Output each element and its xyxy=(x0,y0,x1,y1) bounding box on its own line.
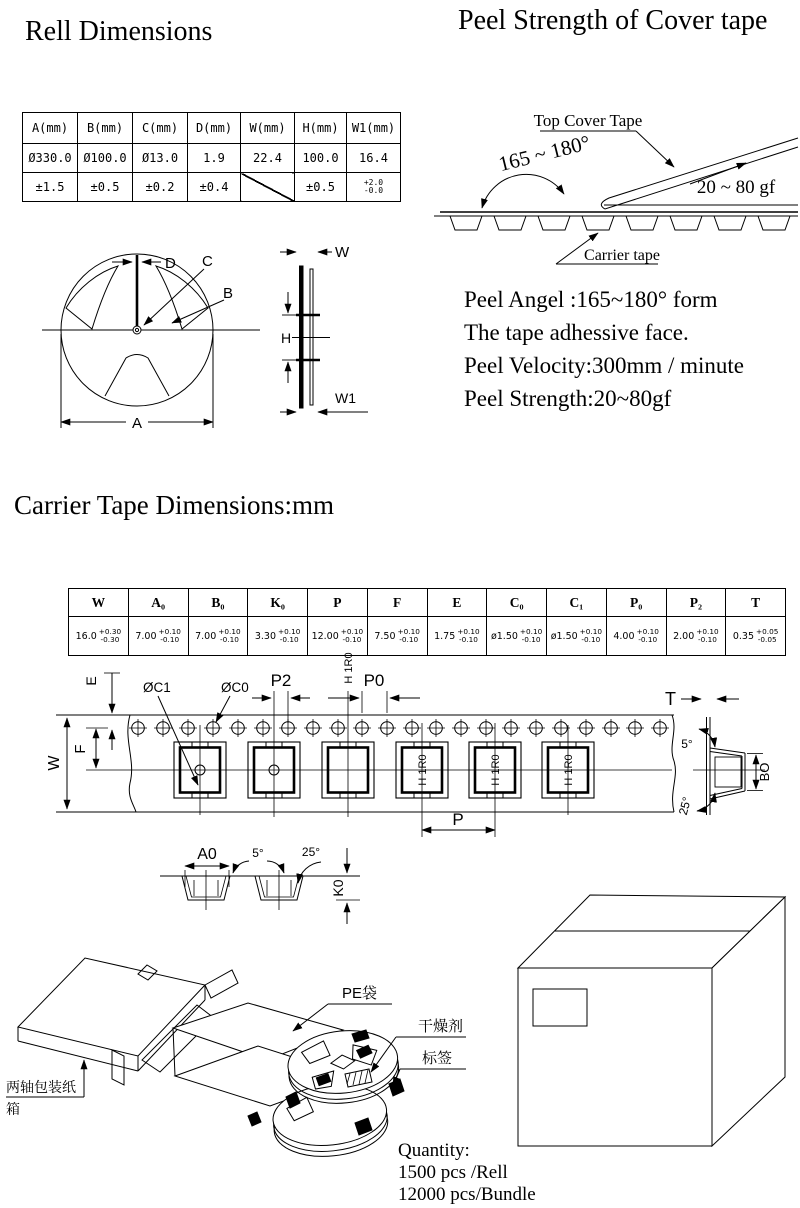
top-cover-tape-label: Top Cover Tape xyxy=(533,111,643,130)
dim-label-c: C xyxy=(202,253,213,270)
carton-label-line2: 箱 xyxy=(6,1101,20,1117)
dim-label-k0: K0 xyxy=(330,879,346,897)
cell: ø1.50 +0.10 -0.10 xyxy=(487,617,547,656)
dim-label-t: T xyxy=(665,689,676,709)
cell: 0.35 +0.05 -0.05 xyxy=(726,617,786,656)
dim-label-e: E xyxy=(83,676,99,686)
reel-section-title: Rell Dimensions xyxy=(25,16,213,47)
cell: ±0.5 xyxy=(295,173,347,202)
pocket-profile-diagram xyxy=(655,665,800,830)
component-marking: H 1R0 xyxy=(343,652,355,684)
reel-side-view-diagram xyxy=(278,236,403,438)
pe-bag-label: PE袋 xyxy=(342,985,378,1002)
col-header: B(mm) xyxy=(78,113,133,144)
reel-dimensions-table xyxy=(22,112,401,202)
col-header: C(mm) xyxy=(133,113,188,144)
dim-label-w1: W1 xyxy=(335,390,356,406)
cell: 100.0 xyxy=(295,144,347,173)
col-header: F xyxy=(367,589,427,617)
col-header: B₀ xyxy=(188,589,248,617)
carrier-tape-label: Carrier tape xyxy=(584,247,660,264)
dim-label-c1: ØC1 xyxy=(143,680,171,695)
cell: ±0.4 xyxy=(188,173,241,202)
dim-label-b0: BO xyxy=(757,762,772,782)
cell: 4.00 +0.10 -0.10 xyxy=(606,617,666,656)
col-header: D(mm) xyxy=(188,113,241,144)
peel-note-line: The tape adhessive face. xyxy=(464,320,689,345)
cell: ø1.50 +0.10 -0.10 xyxy=(547,617,607,656)
peel-note-line: Peel Angel :165~180° form xyxy=(464,287,718,312)
col-header: H(mm) xyxy=(295,113,347,144)
cell: 1.9 xyxy=(188,144,241,173)
dim-label-p0: P0 xyxy=(363,671,385,690)
cell: 22.4 xyxy=(241,144,295,173)
peel-force-label: 20 ~ 80 gf xyxy=(696,177,776,198)
cell: 1.75 +0.10 -0.10 xyxy=(427,617,487,656)
w1-tolerance-stack: +2.0 -0.0 xyxy=(363,177,384,195)
angle-label-25: 25° xyxy=(301,845,321,859)
dim-label-p: P xyxy=(452,810,464,829)
reel-table-value-row xyxy=(23,144,401,173)
cell: Ø13.0 xyxy=(133,144,188,173)
quantity-title: Quantity: xyxy=(398,1140,470,1161)
dim-label-w: W xyxy=(335,244,350,261)
component-marking: H 1R0 xyxy=(490,754,502,786)
dim-label-c0: ØC0 xyxy=(221,680,249,695)
dim-label-a0: A0 xyxy=(197,846,217,863)
dim-label-b: B xyxy=(223,285,234,302)
cell: Ø100.0 xyxy=(78,144,133,173)
angle-label-5: 5° xyxy=(681,737,693,751)
col-header: K₀ xyxy=(248,589,308,617)
carton-label-line1: 两轴包装纸 xyxy=(6,1079,76,1095)
cell: 12.00 +0.10 -0.10 xyxy=(308,617,368,656)
col-header: C₁ xyxy=(547,589,607,617)
col-header: C₀ xyxy=(487,589,547,617)
dim-label-p2: P2 xyxy=(270,671,292,690)
reel-front-view-diagram xyxy=(28,238,283,443)
dim-label-d: D xyxy=(165,255,176,272)
dim-label-a: A xyxy=(131,415,143,432)
quantity-per-reel: 1500 pcs /Rell xyxy=(398,1162,508,1183)
col-header: W(mm) xyxy=(241,113,295,144)
cell: 16.0 +0.30 -0.30 xyxy=(69,617,129,656)
cell: 3.30 +0.10 -0.10 xyxy=(248,617,308,656)
sprocket-holes xyxy=(129,719,669,737)
cell: 7.00 +0.10 -0.10 xyxy=(188,617,248,656)
angle-label-25: 25° xyxy=(675,795,695,817)
component-marking: H 1R0 xyxy=(563,754,575,786)
col-header: W xyxy=(69,589,129,617)
reel-table-tolerance-row xyxy=(23,173,401,202)
col-header: P xyxy=(308,589,368,617)
dim-label-h: H xyxy=(281,330,292,346)
cell: ±0.5 xyxy=(78,173,133,202)
angle-label-5: 5° xyxy=(252,846,264,860)
carrier-table-value-row xyxy=(69,617,786,656)
col-header: P₂ xyxy=(666,589,726,617)
col-header: T xyxy=(726,589,786,617)
peel-notes xyxy=(464,283,744,415)
peel-note-line: Peel Strength:20~80gf xyxy=(464,386,672,411)
quantity-block xyxy=(398,1140,536,1206)
col-header: W1(mm) xyxy=(347,113,401,144)
cell: 7.00 +0.10 -0.10 xyxy=(128,617,188,656)
cell xyxy=(347,173,401,202)
col-header: P₀ xyxy=(606,589,666,617)
cell: ±0.2 xyxy=(133,173,188,202)
cell: 7.50 +0.10 -0.10 xyxy=(367,617,427,656)
tag-label: 标签 xyxy=(422,1050,453,1067)
peel-note-line: Peel Velocity:300mm / minute xyxy=(464,353,745,378)
desiccant-label: 干燥剂 xyxy=(418,1018,464,1035)
dim-label-w-tape: W xyxy=(46,755,63,771)
component-marking: H 1R0 xyxy=(417,754,429,786)
col-header: A₀ xyxy=(128,589,188,617)
carrier-tape-drawing xyxy=(40,652,700,850)
cell: Ø330.0 xyxy=(23,144,78,173)
quantity-per-bundle: 12000 pcs/Bundle xyxy=(398,1184,536,1205)
peel-strength-diagram xyxy=(428,96,800,270)
dim-label-f: F xyxy=(72,744,89,754)
cell-diagonal-slash xyxy=(241,173,295,202)
carrier-table-header-row xyxy=(69,589,786,617)
carrier-tape-table xyxy=(68,588,786,656)
peel-section-title: Peel Strength of Cover tape xyxy=(458,5,768,36)
reel-table-header-row xyxy=(23,113,401,144)
carrier-section-title: Carrier Tape Dimensions:mm xyxy=(14,490,335,520)
cell: 2.00 +0.10 -0.10 xyxy=(666,617,726,656)
cell: 16.4 xyxy=(347,144,401,173)
peel-angle-label: 165 ~ 180° xyxy=(496,130,593,177)
cell: ±1.5 xyxy=(23,173,78,202)
col-header: E xyxy=(427,589,487,617)
col-header: A(mm) xyxy=(23,113,78,144)
